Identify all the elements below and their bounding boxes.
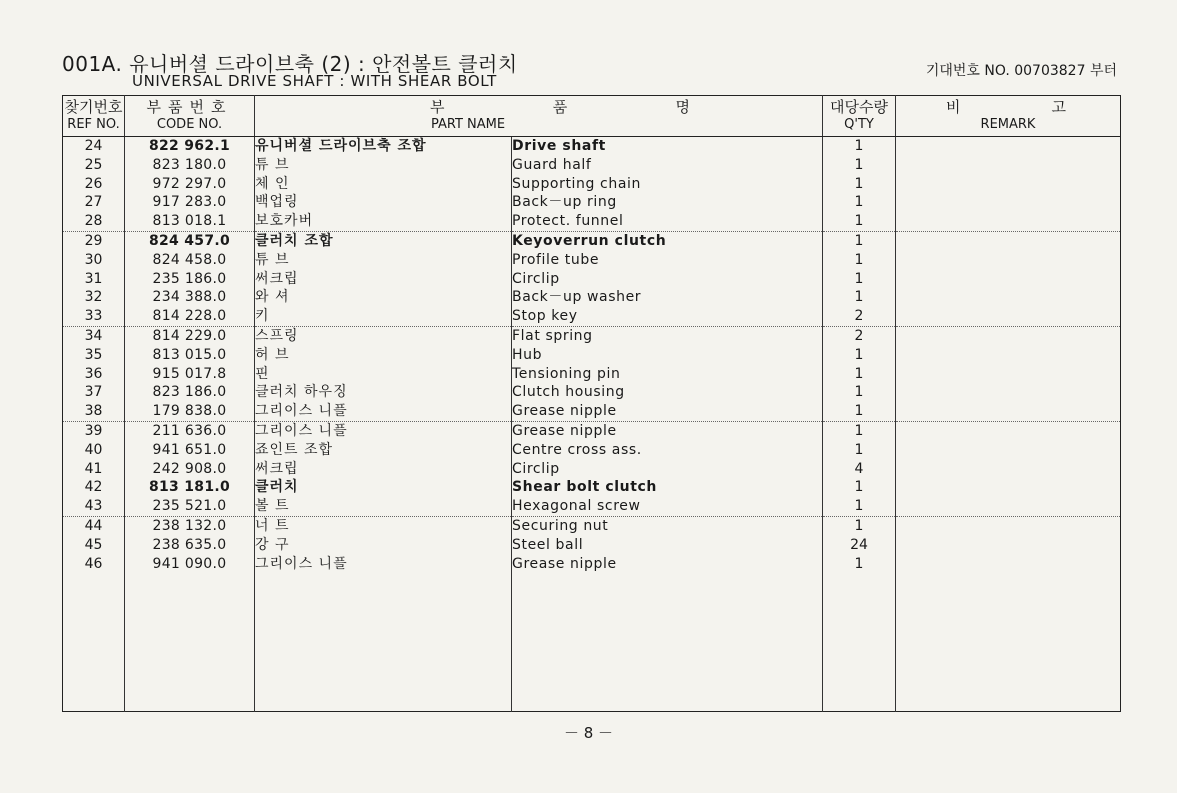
code-no-cell: 823 186.0 [125, 383, 255, 402]
part-name-korean-cell: 보호카버 [255, 212, 512, 231]
ref-no-cell: 44 [63, 516, 125, 535]
table-row [63, 346, 1121, 365]
ref-no-cell: 42 [63, 478, 125, 497]
part-name-english-cell: Stop key [512, 307, 823, 326]
quantity-cell: 1 [823, 193, 896, 212]
part-name-korean-cell: 강 구 [255, 536, 512, 555]
code-no-cell: 235 521.0 [125, 497, 255, 516]
ref-no-cell: 35 [63, 346, 125, 365]
part-name-english-cell: Supporting chain [512, 175, 823, 194]
ref-no-cell: 39 [63, 421, 125, 440]
part-name-korean-cell: 그리이스 니플 [255, 555, 512, 574]
table-row [63, 307, 1121, 326]
remark-cell [896, 383, 1121, 402]
page-title-english: UNIVERSAL DRIVE SHAFT : WITH SHEAR BOLT [132, 72, 497, 90]
header-ref-korean: 찾기번호 [64, 98, 123, 116]
part-name-korean-cell: 허 브 [255, 346, 512, 365]
table-row [63, 231, 1121, 250]
parts-table-body [63, 137, 1121, 712]
part-name-english-cell: Hexagonal screw [512, 497, 823, 516]
part-name-english-cell: Flat spring [512, 326, 823, 345]
header-part-name [255, 96, 823, 137]
part-name-english-cell: Clutch housing [512, 383, 823, 402]
part-name-korean-cell: 체 인 [255, 175, 512, 194]
remark-cell [896, 137, 1121, 156]
header-code-korean: 부품번호 [146, 98, 233, 116]
quantity-cell: 1 [823, 231, 896, 250]
part-name-korean-cell: 유니버셜 드라이브축 조합 [255, 137, 512, 156]
part-name-english-cell: Back－up washer [512, 288, 823, 307]
table-row [63, 421, 1121, 440]
header-remark-korean-1: 비 [946, 98, 961, 116]
part-name-korean-cell: 써크립 [255, 270, 512, 289]
table-row [63, 516, 1121, 535]
code-no-cell: 813 181.0 [125, 478, 255, 497]
ref-no-cell: 45 [63, 536, 125, 555]
ref-no-cell: 34 [63, 326, 125, 345]
code-no-cell: 813 015.0 [125, 346, 255, 365]
quantity-cell: 1 [823, 497, 896, 516]
header-code-english: CODE NO. [156, 117, 223, 132]
table-header-row [63, 96, 1121, 137]
header-part-english: PART NAME [431, 117, 506, 132]
quantity-cell: 1 [823, 156, 896, 175]
part-name-korean-cell: 클러치 하우징 [255, 383, 512, 402]
code-no-cell: 238 635.0 [125, 536, 255, 555]
quantity-cell: 1 [823, 478, 896, 497]
code-no-cell: 242 908.0 [125, 460, 255, 479]
empty-cell [63, 573, 125, 711]
code-no-cell: 917 283.0 [125, 193, 255, 212]
header-remark [896, 96, 1121, 137]
remark-cell [896, 156, 1121, 175]
table-row [63, 137, 1121, 156]
code-no-cell: 822 962.1 [125, 137, 255, 156]
table-row [63, 156, 1121, 175]
part-name-korean-cell: 그리이스 니플 [255, 421, 512, 440]
table-row [63, 497, 1121, 516]
remark-cell [896, 441, 1121, 460]
part-name-english-cell: Centre cross ass. [512, 441, 823, 460]
empty-cell [512, 573, 823, 711]
remark-cell [896, 516, 1121, 535]
remark-cell [896, 421, 1121, 440]
quantity-cell: 1 [823, 365, 896, 384]
empty-cell [823, 573, 896, 711]
part-name-english-cell: Grease nipple [512, 402, 823, 421]
part-name-english-cell: Drive shaft [512, 137, 823, 156]
quantity-cell: 24 [823, 536, 896, 555]
quantity-cell: 1 [823, 555, 896, 574]
part-name-korean-cell: 그리이스 니플 [255, 402, 512, 421]
ref-no-cell: 25 [63, 156, 125, 175]
quantity-cell: 1 [823, 441, 896, 460]
header-qty [823, 96, 896, 137]
code-no-cell: 234 388.0 [125, 288, 255, 307]
table-filler-row [63, 573, 1121, 711]
quantity-cell: 1 [823, 270, 896, 289]
part-name-english-cell: Protect. funnel [512, 212, 823, 231]
code-no-cell: 814 229.0 [125, 326, 255, 345]
ref-no-cell: 33 [63, 307, 125, 326]
part-name-korean-cell: 너 트 [255, 516, 512, 535]
header-ref-english: REF NO. [67, 117, 120, 132]
quantity-cell: 1 [823, 175, 896, 194]
remark-cell [896, 326, 1121, 345]
code-no-cell: 941 090.0 [125, 555, 255, 574]
header-part-korean-3: 명 [675, 98, 690, 116]
code-no-cell: 238 132.0 [125, 516, 255, 535]
header-remark-korean-2: 고 [1051, 98, 1066, 116]
ref-no-cell: 30 [63, 251, 125, 270]
part-name-korean-cell: 스프링 [255, 326, 512, 345]
quantity-cell: 2 [823, 307, 896, 326]
remark-cell [896, 555, 1121, 574]
part-name-english-cell: Grease nipple [512, 421, 823, 440]
ref-no-cell: 28 [63, 212, 125, 231]
part-name-korean-cell: 백업링 [255, 193, 512, 212]
ref-no-cell: 31 [63, 270, 125, 289]
table-row [63, 270, 1121, 289]
header-ref-no [63, 96, 125, 137]
machine-number: 기대번호 NO. 00703827 부터 [925, 63, 1117, 79]
remark-cell [896, 402, 1121, 421]
empty-cell [255, 573, 512, 711]
remark-cell [896, 212, 1121, 231]
table-row [63, 441, 1121, 460]
remark-cell [896, 346, 1121, 365]
part-name-english-cell: Profile tube [512, 251, 823, 270]
header-part-korean-2: 품 [552, 98, 568, 116]
ref-no-cell: 27 [63, 193, 125, 212]
table-row [63, 193, 1121, 212]
quantity-cell: 1 [823, 212, 896, 231]
table-row [63, 460, 1121, 479]
part-name-korean-cell: 클러치 [255, 478, 512, 497]
page-number: － 8 － [563, 724, 614, 742]
part-name-korean-cell: 핀 [255, 365, 512, 384]
remark-cell [896, 497, 1121, 516]
part-name-korean-cell: 키 [255, 307, 512, 326]
ref-no-cell: 24 [63, 137, 125, 156]
quantity-cell: 1 [823, 346, 896, 365]
header-qty-english: Q'TY [844, 117, 874, 132]
ref-no-cell: 37 [63, 383, 125, 402]
quantity-cell: 1 [823, 288, 896, 307]
remark-cell [896, 536, 1121, 555]
code-no-cell: 211 636.0 [125, 421, 255, 440]
code-no-cell: 823 180.0 [125, 156, 255, 175]
ref-no-cell: 43 [63, 497, 125, 516]
quantity-cell: 1 [823, 251, 896, 270]
table-row [63, 212, 1121, 231]
code-no-cell: 813 018.1 [125, 212, 255, 231]
remark-cell [896, 193, 1121, 212]
table-row [63, 555, 1121, 574]
ref-no-cell: 36 [63, 365, 125, 384]
table-row [63, 536, 1121, 555]
remark-cell [896, 251, 1121, 270]
table-row [63, 383, 1121, 402]
code-no-cell: 179 838.0 [125, 402, 255, 421]
table-row [63, 365, 1121, 384]
remark-cell [896, 270, 1121, 289]
part-name-english-cell: Tensioning pin [512, 365, 823, 384]
part-name-english-cell: Circlip [512, 270, 823, 289]
quantity-cell: 1 [823, 516, 896, 535]
code-no-cell: 915 017.8 [125, 365, 255, 384]
code-no-cell: 941 651.0 [125, 441, 255, 460]
table-row [63, 175, 1121, 194]
remark-cell [896, 478, 1121, 497]
part-name-korean-cell: 클러치 조합 [255, 231, 512, 250]
code-no-cell: 235 186.0 [125, 270, 255, 289]
remark-cell [896, 288, 1121, 307]
part-name-english-cell: Steel ball [512, 536, 823, 555]
part-name-english-cell: Grease nipple [512, 555, 823, 574]
header-part-korean-1: 부 [430, 98, 445, 116]
quantity-cell: 1 [823, 402, 896, 421]
remark-cell [896, 307, 1121, 326]
remark-cell [896, 460, 1121, 479]
remark-cell [896, 365, 1121, 384]
header-remark-english: REMARK [980, 117, 1036, 132]
ref-no-cell: 41 [63, 460, 125, 479]
empty-cell [125, 573, 255, 711]
part-name-english-cell: Circlip [512, 460, 823, 479]
ref-no-cell: 29 [63, 231, 125, 250]
ref-no-cell: 32 [63, 288, 125, 307]
part-name-korean-cell: 볼 트 [255, 497, 512, 516]
remark-cell [896, 231, 1121, 250]
empty-cell [896, 573, 1121, 711]
part-name-english-cell: Shear bolt clutch [512, 478, 823, 497]
part-name-english-cell: Securing nut [512, 516, 823, 535]
table-row [63, 402, 1121, 421]
part-name-english-cell: Guard half [512, 156, 823, 175]
code-no-cell: 972 297.0 [125, 175, 255, 194]
part-name-korean-cell: 써크립 [255, 460, 512, 479]
quantity-cell: 1 [823, 137, 896, 156]
quantity-cell: 4 [823, 460, 896, 479]
quantity-cell: 2 [823, 326, 896, 345]
part-name-korean-cell: 와 셔 [255, 288, 512, 307]
part-name-english-cell: Hub [512, 346, 823, 365]
code-no-cell: 814 228.0 [125, 307, 255, 326]
ref-no-cell: 38 [63, 402, 125, 421]
header-qty-korean: 대당수량 [830, 98, 888, 116]
table-row [63, 478, 1121, 497]
code-no-cell: 824 457.0 [125, 231, 255, 250]
ref-no-cell: 46 [63, 555, 125, 574]
part-name-english-cell: Keyoverrun clutch [512, 231, 823, 250]
ref-no-cell: 40 [63, 441, 125, 460]
ref-no-cell: 26 [63, 175, 125, 194]
parts-table [62, 95, 1121, 712]
page-title-korean: 001A. 유니버셜 드라이브축 (2) : 안전볼트 클러치 [62, 52, 518, 76]
table-row [63, 251, 1121, 270]
remark-cell [896, 175, 1121, 194]
part-name-korean-cell: 죠인트 조합 [255, 441, 512, 460]
header-code-no [125, 96, 255, 137]
code-no-cell: 824 458.0 [125, 251, 255, 270]
quantity-cell: 1 [823, 383, 896, 402]
part-name-english-cell: Back－up ring [512, 193, 823, 212]
part-name-korean-cell: 튜 브 [255, 156, 512, 175]
table-row [63, 326, 1121, 345]
part-name-korean-cell: 튜 브 [255, 251, 512, 270]
table-row [63, 288, 1121, 307]
quantity-cell: 1 [823, 421, 896, 440]
